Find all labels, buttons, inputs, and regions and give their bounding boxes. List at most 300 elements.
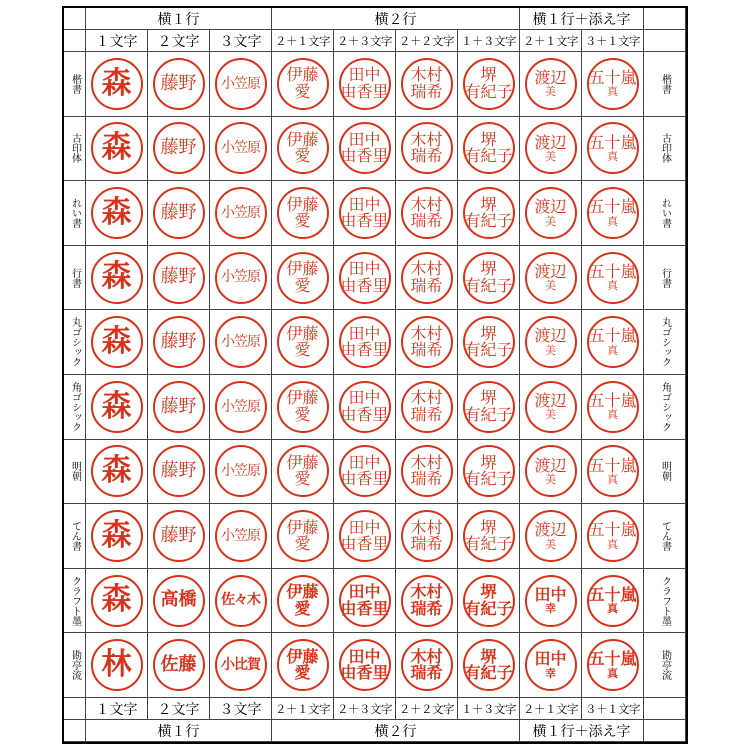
stamp-cell xyxy=(396,310,458,375)
stamp-name-line: 田中 xyxy=(348,130,381,150)
stamp-cell xyxy=(210,569,272,634)
corner-bottom-a xyxy=(64,720,86,742)
stamp-name-line: 渡辺 xyxy=(534,132,567,152)
stamp-cell xyxy=(272,504,334,569)
stamp-cell xyxy=(86,246,148,311)
stamp-name: 林 xyxy=(101,646,132,682)
stamp-name: 小笠原 xyxy=(221,334,260,351)
name-stamp xyxy=(277,187,329,239)
stamp-name: 佐藤 xyxy=(160,654,197,675)
stamp-name-line: 堺 xyxy=(480,130,497,150)
stamp-name-line: 堺 xyxy=(480,65,497,85)
stamp-cell xyxy=(582,633,644,698)
column-label: ２＋３文字 xyxy=(337,33,392,48)
name-stamp xyxy=(215,122,267,174)
stamp-cell xyxy=(210,633,272,698)
stamp-name-line: 美 xyxy=(545,85,556,99)
stamp-cell xyxy=(272,52,334,117)
stamp-cell xyxy=(272,117,334,182)
stamp-cell xyxy=(272,181,334,246)
name-stamp xyxy=(153,381,205,433)
stamp-cell xyxy=(86,633,148,698)
name-stamp xyxy=(463,381,515,433)
stamp-name-line: 由香里 xyxy=(340,210,389,230)
style-label-right xyxy=(644,440,686,505)
column-label: ２＋１文字 xyxy=(275,33,330,48)
name-stamp xyxy=(401,381,453,433)
name-stamp xyxy=(91,510,143,562)
style-name: 明朝 xyxy=(659,461,671,482)
stamp-name: 森 xyxy=(101,130,132,166)
stamp-name-line: 真 xyxy=(607,279,618,293)
name-stamp xyxy=(401,510,453,562)
stamp-cell xyxy=(210,440,272,505)
stamp-cell xyxy=(334,569,396,634)
style-label-right xyxy=(644,504,686,569)
style-name: てん書 xyxy=(69,520,81,551)
group-header-bottom-2 xyxy=(520,720,644,742)
stamp-cell xyxy=(210,246,272,311)
name-stamp xyxy=(277,575,329,627)
stamp-name-line: 由香里 xyxy=(340,81,389,101)
stamp-name: 森 xyxy=(101,194,132,230)
stamp-name-line: 由香里 xyxy=(340,598,389,618)
stamp-name-line: 伊藤 xyxy=(286,582,319,602)
column-label: ２＋１文字 xyxy=(523,701,578,716)
stamp-name-line: 木村 xyxy=(410,453,443,473)
name-stamp xyxy=(91,639,143,691)
group-label: 横１行 xyxy=(157,11,200,28)
stamp-cell xyxy=(582,52,644,117)
stamp-name-line: 伊藤 xyxy=(286,65,319,85)
stamp-name-line: 由香里 xyxy=(340,469,389,489)
stamp-name-line: 愛 xyxy=(294,663,311,683)
stamp-cell xyxy=(520,504,582,569)
name-stamp xyxy=(463,510,515,562)
group-label: 横１行 xyxy=(157,723,200,740)
stamp-name-line: 五十嵐 xyxy=(588,197,637,217)
stamp-cell xyxy=(520,246,582,311)
stamp-cell xyxy=(334,633,396,698)
name-stamp xyxy=(91,381,143,433)
stamp-name-line: 伊藤 xyxy=(286,517,319,537)
column-label: ２＋１文字 xyxy=(275,701,330,716)
stamp-name-line: 田中 xyxy=(348,259,381,279)
stamp-name-line: 愛 xyxy=(294,340,311,360)
stamp-name: 藤野 xyxy=(160,266,197,288)
name-stamp xyxy=(91,445,143,497)
style-label-left xyxy=(64,504,86,569)
stamp-name-line: 伊藤 xyxy=(286,259,319,279)
name-stamp xyxy=(91,252,143,304)
stamp-name: 森 xyxy=(101,65,132,101)
name-stamp xyxy=(153,122,205,174)
stamp-name: 佐々木 xyxy=(221,592,260,609)
name-stamp xyxy=(463,575,515,627)
stamp-name-line: 美 xyxy=(545,279,556,293)
stamp-name-line: 瑞希 xyxy=(410,404,443,424)
stamp-cell xyxy=(272,633,334,698)
stamp-cell xyxy=(334,181,396,246)
stamp-cell xyxy=(582,375,644,440)
stamp-cell xyxy=(86,504,148,569)
style-label-left xyxy=(64,181,86,246)
stamp-cell xyxy=(210,504,272,569)
stamp-cell xyxy=(582,504,644,569)
style-name: 角ゴシック xyxy=(69,381,81,432)
name-stamp xyxy=(153,510,205,562)
name-stamp xyxy=(339,316,391,368)
stamp-name-line: 瑞希 xyxy=(410,210,443,230)
name-stamp xyxy=(277,316,329,368)
stamp-name-line: 愛 xyxy=(294,81,311,101)
style-name: 楷書 xyxy=(659,73,671,94)
stamp-name: 小笠原 xyxy=(221,398,260,415)
stamp-name-line: 真 xyxy=(607,149,618,163)
name-stamp xyxy=(339,252,391,304)
name-stamp xyxy=(525,122,577,174)
name-stamp xyxy=(153,639,205,691)
name-stamp xyxy=(215,510,267,562)
column-header-bottom-0 xyxy=(86,698,148,720)
stamp-name-line: 由香里 xyxy=(340,275,389,295)
stamp-name-line: 有紀子 xyxy=(464,533,513,553)
stamp-name-line: 有紀子 xyxy=(464,404,513,424)
stamp-name-line: 瑞希 xyxy=(410,146,443,166)
name-stamp xyxy=(215,187,267,239)
stamp-name-line: 田中 xyxy=(348,453,381,473)
group-header-top-0 xyxy=(86,8,272,30)
stamp-name-line: 由香里 xyxy=(340,663,389,683)
name-stamp xyxy=(153,575,205,627)
stamp-cell xyxy=(272,375,334,440)
stamp-cell xyxy=(148,375,210,440)
name-stamp xyxy=(587,252,639,304)
style-name: 楷書 xyxy=(69,73,81,94)
style-label-left xyxy=(64,246,86,311)
stamp-name-line: 田中 xyxy=(348,194,381,214)
name-stamp xyxy=(587,187,639,239)
stamp-name-line: 愛 xyxy=(294,275,311,295)
style-label-right xyxy=(644,246,686,311)
stamp-cell xyxy=(458,310,520,375)
stamp-name-line: 堺 xyxy=(480,323,497,343)
stamp-cell xyxy=(334,52,396,117)
stamp-name-line: 田中 xyxy=(348,388,381,408)
stamp-cell xyxy=(334,117,396,182)
stamp-name-line: 有紀子 xyxy=(464,210,513,230)
style-label-right xyxy=(644,633,686,698)
stamp-cell xyxy=(582,181,644,246)
stamp-name-line: 愛 xyxy=(294,146,311,166)
stamp-cell xyxy=(458,375,520,440)
name-stamp xyxy=(525,510,577,562)
stamp-cell xyxy=(396,633,458,698)
stamp-cell xyxy=(520,633,582,698)
name-stamp xyxy=(277,510,329,562)
name-stamp xyxy=(587,575,639,627)
name-stamp xyxy=(587,445,639,497)
column-header-bottom-5 xyxy=(396,698,458,720)
name-stamp xyxy=(587,58,639,110)
stamp-name-line: 五十嵐 xyxy=(588,261,637,281)
stamp-cell xyxy=(210,181,272,246)
stamp-name-line: 田中 xyxy=(534,649,567,669)
name-stamp xyxy=(153,445,205,497)
stamp-name-line: 有紀子 xyxy=(464,275,513,295)
style-name: れい書 xyxy=(69,197,81,228)
stamp-name-line: 五十嵐 xyxy=(588,649,637,669)
name-stamp xyxy=(401,187,453,239)
stamp-name-line: 由香里 xyxy=(340,533,389,553)
stamp-name: 小笠原 xyxy=(221,463,260,480)
stamp-cell xyxy=(396,569,458,634)
stamp-cell xyxy=(148,117,210,182)
style-name: 角ゴシック xyxy=(659,381,671,432)
stamp-name-line: 田中 xyxy=(348,582,381,602)
style-label-left xyxy=(64,440,86,505)
stamp-cell xyxy=(148,52,210,117)
name-stamp xyxy=(339,639,391,691)
stamp-cell xyxy=(396,117,458,182)
stamp-cell xyxy=(210,52,272,117)
stamp-name-line: 愛 xyxy=(294,533,311,553)
name-stamp xyxy=(587,122,639,174)
stamp-name-line: 堺 xyxy=(480,517,497,537)
column-label: ２＋２文字 xyxy=(399,33,454,48)
stamp-name-line: 真 xyxy=(607,666,618,680)
name-stamp xyxy=(277,445,329,497)
stamp-name: 藤野 xyxy=(160,524,197,546)
stamp-cell xyxy=(334,310,396,375)
stamp-name: 藤野 xyxy=(160,395,197,417)
stamp-name-line: 伊藤 xyxy=(286,130,319,150)
name-stamp xyxy=(525,445,577,497)
stamp-name-line: 瑞希 xyxy=(410,340,443,360)
stamp-name-line: 五十嵐 xyxy=(588,391,637,411)
style-name: 行書 xyxy=(69,267,81,288)
stamp-name: 森 xyxy=(101,259,132,295)
stamp-name-line: 瑞希 xyxy=(410,598,443,618)
stamp-cell xyxy=(520,52,582,117)
name-stamp xyxy=(587,381,639,433)
name-stamp xyxy=(91,58,143,110)
stamp-font-sample-sheet xyxy=(62,6,688,744)
name-stamp xyxy=(215,639,267,691)
style-name: 古印体 xyxy=(69,133,81,164)
name-stamp xyxy=(525,58,577,110)
style-name: 明朝 xyxy=(69,461,81,482)
stamp-name-line: 木村 xyxy=(410,130,443,150)
stamp-cell xyxy=(148,504,210,569)
style-name: 丸ゴシック xyxy=(659,317,671,368)
stamp-cell xyxy=(396,375,458,440)
name-stamp xyxy=(401,316,453,368)
stamp-cell xyxy=(520,440,582,505)
name-stamp xyxy=(463,639,515,691)
style-name: クラフト墨 xyxy=(659,575,671,626)
name-stamp xyxy=(463,187,515,239)
stamp-cell xyxy=(396,181,458,246)
name-stamp xyxy=(153,316,205,368)
style-label-left xyxy=(64,117,86,182)
stamp-name-line: 渡辺 xyxy=(534,261,567,281)
name-stamp xyxy=(91,122,143,174)
column-header-top-5 xyxy=(396,30,458,52)
style-name: クラフト墨 xyxy=(69,575,81,626)
stamp-name-line: 幸 xyxy=(545,602,556,616)
corner-top-c xyxy=(64,30,86,52)
stamp-name: 藤野 xyxy=(160,201,197,223)
column-label: ３＋１文字 xyxy=(585,33,640,48)
stamp-cell xyxy=(520,117,582,182)
column-label: １文字 xyxy=(95,33,138,50)
name-stamp xyxy=(401,575,453,627)
stamp-cell xyxy=(582,117,644,182)
style-label-right xyxy=(644,117,686,182)
stamp-name: 小笠原 xyxy=(221,204,260,221)
name-stamp xyxy=(339,445,391,497)
column-header-bottom-1 xyxy=(148,698,210,720)
name-stamp xyxy=(463,445,515,497)
style-label-left xyxy=(64,569,86,634)
stamp-name-line: 田中 xyxy=(348,517,381,537)
style-name: 勘亭流 xyxy=(69,650,81,681)
stamp-name-line: 有紀子 xyxy=(464,663,513,683)
stamp-name: 森 xyxy=(101,388,132,424)
stamp-name-line: 田中 xyxy=(348,65,381,85)
name-stamp xyxy=(277,381,329,433)
name-stamp xyxy=(339,381,391,433)
style-label-left xyxy=(64,375,86,440)
column-label: ２＋１文字 xyxy=(523,33,578,48)
name-stamp xyxy=(153,187,205,239)
stamp-name-line: 五十嵐 xyxy=(588,132,637,152)
stamp-cell xyxy=(86,440,148,505)
name-stamp xyxy=(401,252,453,304)
name-stamp xyxy=(339,58,391,110)
stamp-cell xyxy=(148,181,210,246)
corner-top-a xyxy=(64,8,86,30)
stamp-cell xyxy=(396,52,458,117)
stamp-cell xyxy=(334,246,396,311)
column-header-top-3 xyxy=(272,30,334,52)
name-stamp xyxy=(277,122,329,174)
name-stamp xyxy=(401,122,453,174)
group-label: 横１行＋添え字 xyxy=(532,11,631,28)
stamp-name-line: 五十嵐 xyxy=(588,455,637,475)
name-stamp xyxy=(277,639,329,691)
stamp-name-line: 伊藤 xyxy=(286,388,319,408)
name-stamp xyxy=(277,252,329,304)
name-stamp xyxy=(215,381,267,433)
stamp-name-line: 由香里 xyxy=(340,404,389,424)
stamp-name: 藤野 xyxy=(160,331,197,352)
name-stamp xyxy=(525,575,577,627)
stamp-cell xyxy=(458,440,520,505)
stamp-name-line: 五十嵐 xyxy=(588,326,637,346)
corner-bottom-d xyxy=(644,698,686,720)
stamp-cell xyxy=(520,569,582,634)
name-stamp xyxy=(215,58,267,110)
stamp-name: 森 xyxy=(101,323,132,359)
group-label: 横２行 xyxy=(374,723,417,740)
stamp-name-line: 美 xyxy=(545,537,556,551)
name-stamp xyxy=(587,639,639,691)
stamp-name-line: 木村 xyxy=(410,582,443,602)
stamp-cell xyxy=(458,181,520,246)
stamp-cell xyxy=(86,52,148,117)
stamp-cell xyxy=(396,246,458,311)
style-label-left xyxy=(64,52,86,117)
stamp-name-line: 渡辺 xyxy=(534,455,567,475)
name-stamp xyxy=(339,187,391,239)
stamp-name-line: 真 xyxy=(607,408,618,422)
name-stamp xyxy=(215,445,267,497)
name-stamp xyxy=(91,575,143,627)
stamp-cell xyxy=(86,569,148,634)
stamp-name-line: 堺 xyxy=(480,388,497,408)
name-stamp xyxy=(463,122,515,174)
style-label-right xyxy=(644,569,686,634)
stamp-name-line: 瑞希 xyxy=(410,663,443,683)
stamp-name-line: 田中 xyxy=(348,323,381,343)
style-name: てん書 xyxy=(659,520,671,551)
stamp-name-line: 渡辺 xyxy=(534,197,567,217)
stamp-cell xyxy=(334,375,396,440)
group-label: 横２行 xyxy=(374,11,417,28)
stamp-cell xyxy=(272,440,334,505)
stamp-cell xyxy=(148,440,210,505)
stamp-cell xyxy=(148,310,210,375)
stamp-name-line: 田中 xyxy=(348,646,381,666)
stamp-cell xyxy=(148,633,210,698)
name-stamp xyxy=(587,316,639,368)
stamp-name-line: 堺 xyxy=(480,582,497,602)
stamp-name-line: 真 xyxy=(607,85,618,99)
column-label: ２＋３文字 xyxy=(337,701,392,716)
stamp-name-line: 渡辺 xyxy=(534,326,567,346)
name-stamp xyxy=(525,316,577,368)
group-header-top-1 xyxy=(272,8,520,30)
column-label: ３文字 xyxy=(219,33,262,50)
name-stamp xyxy=(525,187,577,239)
stamp-name-line: 木村 xyxy=(410,65,443,85)
stamp-cell xyxy=(520,181,582,246)
column-header-top-1 xyxy=(148,30,210,52)
stamp-name-line: 渡辺 xyxy=(534,68,567,88)
column-label: １＋３文字 xyxy=(461,33,516,48)
stamp-name-line: 瑞希 xyxy=(410,81,443,101)
stamp-name-line: 真 xyxy=(607,343,618,357)
stamp-cell xyxy=(396,504,458,569)
stamp-name-line: 伊藤 xyxy=(286,323,319,343)
style-name: れい書 xyxy=(659,197,671,228)
stamp-name-line: 渡辺 xyxy=(534,520,567,540)
stamp-name-line: 木村 xyxy=(410,259,443,279)
stamp-name: 藤野 xyxy=(160,137,197,159)
stamp-name-line: 愛 xyxy=(294,598,311,618)
stamp-name-line: 真 xyxy=(607,214,618,228)
stamp-cell xyxy=(210,375,272,440)
stamp-name-line: 真 xyxy=(607,472,618,486)
stamp-name: 小笠原 xyxy=(221,527,260,544)
stamp-cell xyxy=(148,569,210,634)
name-stamp xyxy=(463,316,515,368)
corner-top-d xyxy=(644,30,686,52)
column-header-top-6 xyxy=(458,30,520,52)
stamp-name-line: 有紀子 xyxy=(464,146,513,166)
